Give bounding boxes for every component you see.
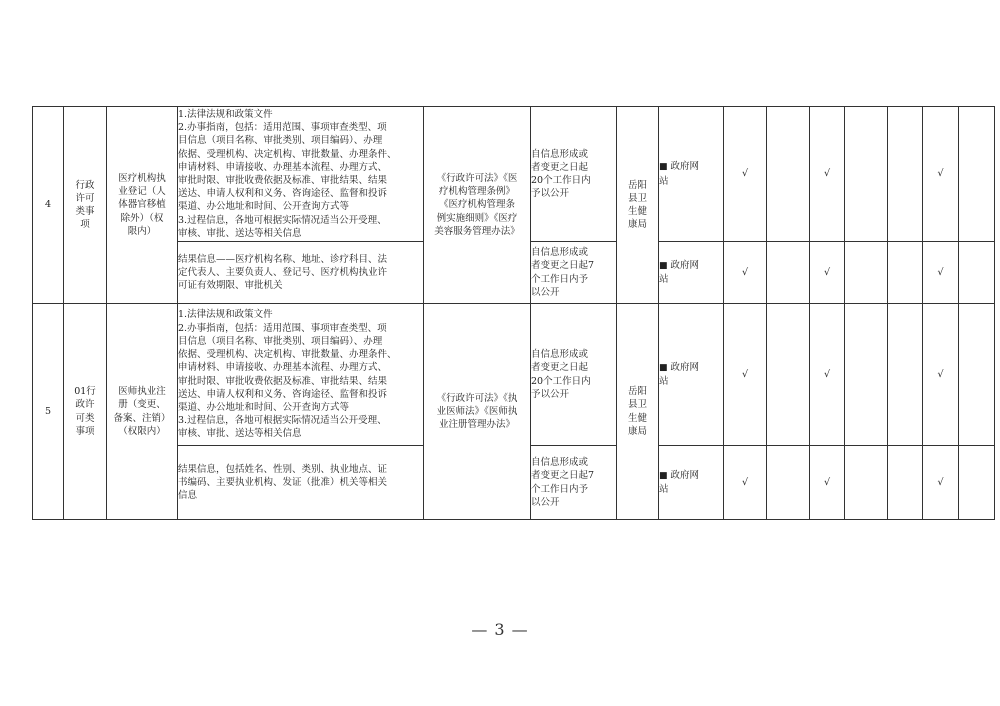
disclosure-time: 自信息形成或 者变更之日起7 个工作日内予 以公开 (531, 242, 617, 304)
check-mark: √ (923, 446, 959, 520)
empty-cell (845, 446, 888, 520)
disclosure-content: 1.法律法规和政策文件 2.办事指南，包括：适用范围、事项审查类型、项 目信息（项目名称、审批类别、项目编码）、办理 依据、受理机构、决定机构、审批数量、办理条件、 申请材料、申请接收、办理基本流程、办理方式、 审批时限、审批收费依据及标准、审批结果、结果 送达、申请人权利和义务、咨询途径、监督和投诉 渠道、办公地址和时间、公开查询方式等 3.过程信息，各地可根据实际情况适当公开受理、 审核、审批、送达等相关信息 (178, 304, 424, 446)
empty-cell (959, 107, 995, 242)
check-mark: √ (810, 107, 845, 242)
item-category: 行政 许可 类事 项 (64, 107, 107, 304)
empty-cell (888, 107, 923, 242)
disclosure-basis: 《行政许可法》《医 疗机构管理条例》 《医疗机构管理条 例实施细则》《医疗 美容服务管理办法》 (424, 107, 531, 304)
empty-cell (888, 242, 923, 304)
disclosure-basis: 《行政许可法》《执 业医师法》《医师执 业注册管理办法》 (424, 304, 531, 520)
empty-cell (845, 304, 888, 446)
empty-cell (959, 304, 995, 446)
sub-item: 医疗机构执 业登记（人 体器官移植 除外）（权 限内） (107, 107, 178, 304)
item-category: 01行 政许 可类 事项 (64, 304, 107, 520)
channel-label: 政府网 站 (659, 361, 700, 387)
check-mark: √ (724, 242, 767, 304)
disclosure-channel (659, 242, 724, 304)
disclosure-content: 结果信息，包括姓名、性别、类别、执业地点、证 书编码、主要执业机构、发证（批准）机关等相关 信息 (178, 446, 424, 520)
empty-cell (959, 242, 995, 304)
disclosure-channel (659, 304, 724, 446)
disclosure-dept: 岳阳 县卫 生健 康局 (617, 304, 659, 520)
table-row (33, 107, 995, 242)
empty-cell (767, 446, 810, 520)
black-square-icon: ■ (659, 162, 668, 173)
empty-cell (845, 242, 888, 304)
disclosure-time: 自信息形成或 者变更之日起7 个工作日内予 以公开 (531, 446, 617, 520)
channel-label: 政府网 站 (659, 161, 700, 187)
empty-cell (888, 446, 923, 520)
sub-item: 医师执业注 册（变更、 备案、注销） （权限内） (107, 304, 178, 520)
black-square-icon: ■ (659, 470, 668, 481)
empty-cell (767, 242, 810, 304)
check-mark: √ (923, 107, 959, 242)
check-mark: √ (810, 304, 845, 446)
empty-cell (767, 107, 810, 242)
disclosure-content: 结果信息——医疗机构名称、地址、诊疗科目、法 定代表人、主要负责人、登记号、医疗机构执业许 可证有效期限、审批机关 (178, 242, 424, 304)
disclosure-channel (659, 446, 724, 520)
page-number: — 3 — (471, 620, 529, 639)
empty-cell (845, 107, 888, 242)
disclosure-table (32, 106, 995, 520)
disclosure-channel (659, 107, 724, 242)
disclosure-time: 自信息形成或 者变更之日起 20个工作日内 予以公开 (531, 107, 617, 242)
check-mark: √ (810, 446, 845, 520)
check-mark: √ (724, 304, 767, 446)
check-mark: √ (923, 242, 959, 304)
disclosure-content: 1.法律法规和政策文件 2.办事指南，包括：适用范围、事项审查类型、项 目信息（项目名称、审批类别、项目编码）、办理 依据、受理机构、决定机构、审批数量、办理条件、 申请材料、申请接收、办理基本流程、办理方式、 审批时限、审批收费依据及标准、审批结果、结果 送达、申请人权利和义务、咨询途径、监督和投诉 渠道、办公地址和时间、公开查询方式等 3.过程信息，各地可根据实际情况适当公开受理、 审核、审批、送达等相关信息 (178, 107, 424, 242)
disclosure-dept: 岳阳 县卫 生健 康局 (617, 107, 659, 304)
check-mark: √ (810, 242, 845, 304)
channel-label: 政府网 站 (659, 259, 700, 285)
row-number: 4 (33, 107, 64, 304)
black-square-icon: ■ (659, 362, 668, 373)
disclosure-time: 自信息形成或 者变更之日起 20个工作日内 予以公开 (531, 304, 617, 446)
check-mark: √ (724, 446, 767, 520)
channel-label: 政府网 站 (659, 469, 700, 495)
empty-cell (767, 304, 810, 446)
check-mark: √ (724, 107, 767, 242)
empty-cell (888, 304, 923, 446)
row-number: 5 (33, 304, 64, 520)
check-mark: √ (923, 304, 959, 446)
table-row (33, 304, 995, 446)
black-square-icon: ■ (659, 260, 668, 271)
empty-cell (959, 446, 995, 520)
